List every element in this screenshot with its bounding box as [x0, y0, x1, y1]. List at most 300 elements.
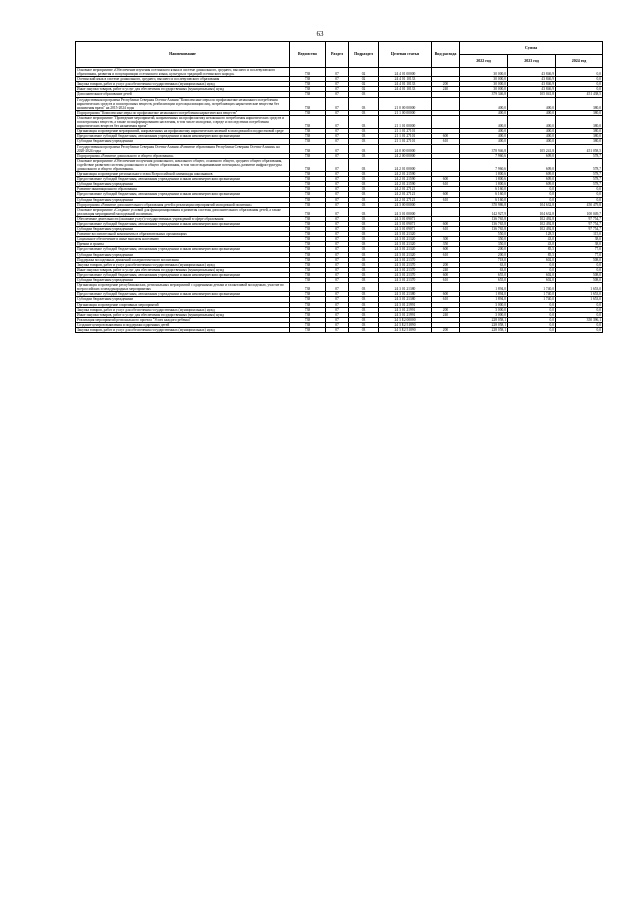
cell-expense-type: 610 [432, 252, 460, 257]
cell-amount-2023: 102 492,8 [508, 227, 556, 232]
cell-amount-2024: 0,0 [556, 307, 603, 312]
cell-name: Субсидии бюджетным учреждениям [76, 227, 290, 232]
cell-expense-type: 600 [432, 222, 460, 227]
cell-target-article: 24 3 E2 00000 [379, 317, 432, 322]
cell-name: Закупка товаров, работ и услуг для обеспечения государственных (муниципальных) нужд [76, 327, 290, 332]
cell-expense-type [432, 207, 460, 216]
cell-amount-2022: 400,0 [460, 139, 508, 144]
header-subsection: Подраздел [349, 42, 379, 68]
cell-name: Закупка товаров, работ и услуг для обеспечения государственных (муниципальных) нужд [76, 82, 290, 87]
cell-amount-2022: 136 765,8 [460, 222, 508, 227]
cell-name: Подпрограмма «Развитие дошкольного и общего образования» [76, 153, 290, 158]
table-row [76, 144, 603, 153]
cell-amount-2024: 380,0 [556, 134, 603, 139]
table-row [76, 97, 603, 110]
cell-amount-2023: 0,0 [508, 327, 556, 332]
cell-target-article: 24 3 01 21380 [379, 292, 432, 297]
cell-name: Субсидии бюджетным учреждениям [76, 252, 290, 257]
cell-name: Осетинский язык в системе дошкольного, среднего, высшего и послевузовского образования [76, 77, 290, 82]
cell-section: 07 [326, 227, 349, 232]
cell-expense-type [432, 97, 460, 110]
cell-section: 07 [326, 87, 349, 92]
cell-amount-2022: 6 160,0 [460, 187, 508, 192]
cell-section: 07 [326, 110, 349, 115]
cell-ministry: 738 [290, 252, 326, 257]
cell-subsection: 03 [349, 110, 379, 115]
cell-amount-2022: 1 894,0 [460, 297, 508, 302]
cell-subsection: 03 [349, 207, 379, 216]
cell-amount-2023: 43 846,9 [508, 82, 556, 87]
table-row [76, 207, 603, 216]
cell-subsection: 03 [349, 115, 379, 128]
cell-name: Создание центров выявления и поддержки одаренных детей [76, 322, 290, 327]
cell-target-article: 24 2 01 21590 [379, 182, 432, 187]
cell-name: Предоставление субсидий бюджетным, автономным учреждениям и иным некоммерческим организациям [76, 222, 290, 227]
cell-amount-2024: 0,0 [556, 302, 603, 307]
cell-amount-2023: 43,0 [508, 237, 556, 242]
cell-target-article: 24 3 01 21370 [379, 262, 432, 267]
header-year-2024: 2024 год [556, 55, 603, 68]
cell-section: 07 [326, 312, 349, 317]
cell-amount-2022: 228 058,1 [460, 322, 508, 327]
cell-amount-2024: 115,0 [556, 232, 603, 237]
cell-amount-2022: 142 927,9 [460, 207, 508, 216]
cell-ministry: 738 [290, 82, 326, 87]
cell-target-article: 24 3 01 21380 [379, 283, 432, 292]
cell-section: 07 [326, 77, 349, 82]
cell-ministry: 738 [290, 77, 326, 82]
cell-ministry: 738 [290, 283, 326, 292]
cell-section: 07 [326, 297, 349, 302]
budget-table [75, 41, 603, 333]
cell-amount-2023: 105 041,8 [508, 92, 556, 97]
cell-amount-2023: 0,0 [508, 262, 556, 267]
cell-name: Предоставление субсидий бюджетным, автономным учреждениям и иным некоммерческим организациям [76, 292, 290, 297]
cell-name: Предоставление субсидий бюджетным, автономным учреждениям и иным некоммерческим организациям [76, 272, 290, 277]
cell-ministry: 738 [290, 92, 326, 97]
cell-amount-2024: 97 754,7 [556, 222, 603, 227]
cell-section: 07 [326, 278, 349, 283]
cell-ministry: 738 [290, 197, 326, 202]
cell-expense-type: 610 [432, 227, 460, 232]
cell-expense-type: 300 [432, 237, 460, 242]
cell-amount-2024: 0,0 [556, 267, 603, 272]
cell-ministry: 738 [290, 257, 326, 262]
cell-ministry: 738 [290, 177, 326, 182]
cell-ministry: 738 [290, 207, 326, 216]
cell-subsection: 03 [349, 242, 379, 247]
cell-amount-2022: 1 894,0 [460, 283, 508, 292]
header-year-2022: 2022 год [460, 55, 508, 68]
cell-amount-2024: 578,7 [556, 172, 603, 177]
cell-subsection: 03 [349, 134, 379, 139]
cell-amount-2022: 30 000,0 [460, 77, 508, 82]
cell-amount-2024: 0,0 [556, 68, 603, 77]
cell-amount-2022: 200,0 [460, 252, 508, 257]
cell-section: 07 [326, 139, 349, 144]
cell-subsection: 03 [349, 252, 379, 257]
cell-subsection: 03 [349, 144, 379, 153]
cell-amount-2023: 0,0 [508, 187, 556, 192]
cell-amount-2023: 0,0 [508, 197, 556, 202]
cell-amount-2022: 718,0 [460, 257, 508, 262]
cell-ministry: 738 [290, 237, 326, 242]
cell-subsection: 03 [349, 302, 379, 307]
cell-subsection: 03 [349, 327, 379, 332]
cell-ministry: 738 [290, 129, 326, 134]
cell-amount-2023: 609,0 [508, 158, 556, 171]
cell-subsection: 02 [349, 82, 379, 87]
cell-amount-2022: 400,0 [460, 134, 508, 139]
cell-amount-2023: 400,0 [508, 139, 556, 144]
cell-amount-2024: 0,0 [556, 87, 603, 92]
cell-amount-2022: 350,0 [460, 237, 508, 242]
cell-amount-2023: 400,0 [508, 134, 556, 139]
cell-expense-type: 600 [432, 247, 460, 252]
cell-expense-type: 600 [432, 272, 460, 277]
cell-section: 07 [326, 68, 349, 77]
cell-subsection: 03 [349, 278, 379, 283]
cell-name: Иные закупки товаров, работ и услуг для обеспечения государственных (муниципальных) нужд [76, 267, 290, 272]
cell-name: Субсидии бюджетным учреждениям [76, 139, 290, 144]
cell-amount-2023: 0,0 [508, 312, 556, 317]
cell-section: 07 [326, 182, 349, 187]
cell-amount-2024: 100 049,7 [556, 207, 603, 216]
cell-amount-2023: 102 492,8 [508, 216, 556, 221]
cell-amount-2024: 1 653,0 [556, 297, 603, 302]
cell-name: Государственная программа Республики Северная Осетия-Алания "Комплексные меры по профилактике незаконного потребления наркотических средств и психотропных веществ, реабилитации и ресоциализации лиц, потребляющих наркотические вещества без назначения врача" на 2015-2024 годы [76, 97, 290, 110]
cell-section: 07 [326, 292, 349, 297]
cell-amount-2022: 350,0 [460, 242, 508, 247]
cell-target-article: 24 3 00 00000 [379, 202, 432, 207]
cell-expense-type: 600 [432, 292, 460, 297]
cell-amount-2023: 0,0 [508, 322, 556, 327]
cell-subsection: 03 [349, 187, 379, 192]
cell-expense-type: 610 [432, 278, 460, 283]
cell-section: 07 [326, 317, 349, 322]
cell-target-article: 24 3 01 21370 [379, 272, 432, 277]
cell-amount-2023: 609,0 [508, 182, 556, 187]
cell-amount-2022: 3 000,0 [460, 302, 508, 307]
cell-subsection: 03 [349, 317, 379, 322]
cell-ministry: 738 [290, 97, 326, 110]
cell-amount-2023: 609,0 [508, 177, 556, 182]
cell-amount-2022: 63,0 [460, 262, 508, 267]
cell-name: Субсидии бюджетным учреждениям [76, 278, 290, 283]
cell-amount-2024: 0,0 [556, 312, 603, 317]
cell-subsection: 03 [349, 272, 379, 277]
cell-section: 07 [326, 192, 349, 197]
cell-section: 07 [326, 216, 349, 221]
cell-name: Организация и проведение регионального этапа Всероссийской олимпиады школьников [76, 172, 290, 177]
cell-ministry: 738 [290, 317, 326, 322]
cell-target-article: 24 3 01 09071 [379, 222, 432, 227]
cell-amount-2023: 85,5 [508, 247, 556, 252]
cell-subsection: 03 [349, 222, 379, 227]
cell-name: Основное мероприятие «Обеспечение получения дошкольного, начального общего, основного общего, среднего общего образования, содействие развитию системы дошкольного и общего образования, в том числе выравнивание потенциала, развитие инфраструктуры дошкольного и общего образования» [76, 158, 290, 171]
cell-subsection: 03 [349, 262, 379, 267]
cell-section: 07 [326, 144, 349, 153]
cell-target-article: 24 0 00 00000 [379, 144, 432, 153]
cell-section: 07 [326, 187, 349, 192]
cell-name: Дополнительное образование детей [76, 92, 290, 97]
cell-amount-2022: 6 160,0 [460, 197, 508, 202]
cell-ministry: 738 [290, 297, 326, 302]
cell-amount-2022: 400,0 [460, 110, 508, 115]
cell-name: Государственная программа Республики Северная Осетия-Алания «Развитие образования Республики Северная Осетия-Алания» на 2020-2024 годы [76, 144, 290, 153]
cell-amount-2024: 77,0 [556, 252, 603, 257]
cell-target-article: 24 3 01 21320 [379, 232, 432, 237]
cell-expense-type: 610 [432, 182, 460, 187]
cell-amount-2023: 43 846,9 [508, 68, 556, 77]
cell-target-article: 24 3 01 21380 [379, 297, 432, 302]
cell-subsection: 03 [349, 92, 379, 97]
cell-target-article: 24 3 E2 51890 [379, 327, 432, 332]
cell-amount-2024: 0,0 [556, 77, 603, 82]
cell-target-article: 24 4 01 10133 [379, 82, 432, 87]
cell-ministry: 738 [290, 172, 326, 177]
cell-name: Иные закупки товаров, работ и услуг для обеспечения государственных (муниципальных) нужд [76, 87, 290, 92]
cell-target-article: 24 2 01 21590 [379, 177, 432, 182]
cell-subsection: 03 [349, 312, 379, 317]
header-amount: Сумма [460, 42, 603, 55]
cell-subsection: 02 [349, 68, 379, 77]
header-expense-type: Вид расхода [432, 42, 460, 68]
cell-ministry: 738 [290, 327, 326, 332]
cell-target-article: 21 1 01 27101 [379, 129, 432, 134]
cell-name: Социальное обеспечение и иные выплаты населению [76, 237, 290, 242]
cell-amount-2022: 136 765,8 [460, 227, 508, 232]
cell-ministry: 738 [290, 216, 326, 221]
cell-expense-type: 610 [432, 139, 460, 144]
cell-subsection: 03 [349, 247, 379, 252]
cell-section: 07 [326, 302, 349, 307]
cell-name: Премии и гранты [76, 242, 290, 247]
cell-ministry: 738 [290, 87, 326, 92]
cell-amount-2024: 0,0 [556, 262, 603, 267]
table-row [76, 115, 603, 128]
cell-amount-2022: 228 058,1 [460, 327, 508, 332]
cell-amount-2024: 451 438,5 [556, 92, 603, 97]
cell-section: 07 [326, 283, 349, 292]
cell-ministry: 738 [290, 267, 326, 272]
cell-section: 07 [326, 158, 349, 171]
cell-subsection: 03 [349, 232, 379, 237]
cell-section: 07 [326, 222, 349, 227]
cell-ministry: 738 [290, 222, 326, 227]
cell-subsection: 03 [349, 172, 379, 177]
cell-amount-2024: 38,0 [556, 237, 603, 242]
cell-section: 07 [326, 115, 349, 128]
cell-ministry: 738 [290, 302, 326, 307]
cell-section: 07 [326, 129, 349, 134]
cell-amount-2024: 1 653,0 [556, 283, 603, 292]
cell-subsection: 03 [349, 139, 379, 144]
cell-target-article: 24 2 01 27121 [379, 192, 432, 197]
cell-subsection: 03 [349, 297, 379, 302]
cell-target-article: 24 3 01 21370 [379, 267, 432, 272]
cell-target-article: 21 1 01 27101 [379, 134, 432, 139]
cell-section: 07 [326, 97, 349, 110]
cell-expense-type: 600 [432, 134, 460, 139]
cell-ministry: 738 [290, 144, 326, 153]
cell-amount-2024: 380,0 [556, 115, 603, 128]
cell-section: 07 [326, 82, 349, 87]
cell-ministry: 738 [290, 68, 326, 77]
cell-target-article: 24 3 01 21991 [379, 307, 432, 312]
cell-amount-2024: 380,0 [556, 129, 603, 134]
cell-amount-2024: 97 754,7 [556, 227, 603, 232]
cell-amount-2022: 63,0 [460, 267, 508, 272]
cell-expense-type [432, 283, 460, 292]
cell-amount-2022: 400,0 [460, 115, 508, 128]
cell-amount-2023: 400,0 [508, 129, 556, 134]
cell-amount-2022: 1 800,6 [460, 177, 508, 182]
table-row [76, 283, 603, 292]
cell-expense-type [432, 144, 460, 153]
page-number: 63 [316, 30, 324, 38]
cell-name: Организация и проведение республиканских, региональных мероприятий с одаренными детьми и талантливой молодежью, участие во всероссийских и международных мероприятиях [76, 283, 290, 292]
cell-amount-2022: 3 000,0 [460, 312, 508, 317]
cell-amount-2023: 0,0 [508, 192, 556, 197]
cell-amount-2024: 0,0 [556, 327, 603, 332]
cell-subsection: 03 [349, 227, 379, 232]
cell-subsection: 03 [349, 237, 379, 242]
cell-amount-2023: 128,5 [508, 232, 556, 237]
cell-expense-type [432, 68, 460, 77]
cell-expense-type: 610 [432, 197, 460, 202]
cell-name: Организация и проведение спортивных мероприятий [76, 302, 290, 307]
header-name: Наименование [76, 42, 290, 68]
cell-name: Закупка товаров, работ и услуг для обеспечения государственных (муниципальных) нужд [76, 262, 290, 267]
cell-name: Подпрограмма «Развитие дополнительного образования детей и реализация мероприятий молодежной политики» [76, 202, 290, 207]
cell-amount-2024: 380,0 [556, 110, 603, 115]
cell-target-article: 24 3 01 21320 [379, 237, 432, 242]
cell-name: Основное мероприятие «Создание условий для функционирования и развития системы дополнительного образования детей, а также реализация мероприятий молодежной политики» [76, 207, 290, 216]
cell-section: 07 [326, 307, 349, 312]
cell-name: Субсидии бюджетным учреждениям [76, 297, 290, 302]
cell-name: Подпрограмма "Комплексные меры по профилактике незаконного потребления наркотических веществ" [76, 110, 290, 115]
cell-amount-2023: 602,0 [508, 257, 556, 262]
cell-amount-2024: 77,0 [556, 247, 603, 252]
cell-section: 07 [326, 237, 349, 242]
cell-subsection: 03 [349, 202, 379, 207]
cell-section: 07 [326, 247, 349, 252]
cell-subsection: 03 [349, 197, 379, 202]
cell-amount-2024: 0,0 [556, 197, 603, 202]
cell-name: Предоставление субсидий бюджетным, автономным учреждениям и иным некоммерческим организациям [76, 247, 290, 252]
cell-section: 07 [326, 207, 349, 216]
cell-amount-2023: 0,0 [508, 317, 556, 322]
cell-target-article: 24 2 01 27121 [379, 197, 432, 202]
cell-name: Развитие воспитательной компоненты в образовательных организациях [76, 232, 290, 237]
cell-ministry: 738 [290, 227, 326, 232]
cell-amount-2022: 400,0 [460, 129, 508, 134]
header-target-article: Целевая статья [379, 42, 432, 68]
cell-subsection: 03 [349, 192, 379, 197]
cell-amount-2022: 1 800,6 [460, 172, 508, 177]
cell-amount-2024: 38,0 [556, 242, 603, 247]
cell-ministry: 738 [290, 202, 326, 207]
cell-amount-2022: 655,0 [460, 272, 508, 277]
cell-subsection: 03 [349, 182, 379, 187]
cell-target-article: 24 3 01 21991 [379, 302, 432, 307]
cell-target-article: 24 2 01 00000 [379, 158, 432, 171]
cell-ministry: 738 [290, 110, 326, 115]
cell-amount-2022: 7 960,6 [460, 153, 508, 158]
cell-amount-2023: 43 846,9 [508, 77, 556, 82]
cell-subsection: 03 [349, 292, 379, 297]
header-section: Раздел [326, 42, 349, 68]
cell-subsection: 03 [349, 283, 379, 292]
cell-ministry: 738 [290, 272, 326, 277]
cell-amount-2023: 400,0 [508, 115, 556, 128]
cell-subsection: 03 [349, 257, 379, 262]
cell-subsection: 03 [349, 177, 379, 182]
cell-expense-type [432, 158, 460, 171]
cell-amount-2022: 550,0 [460, 232, 508, 237]
cell-name: Предоставление субсидий бюджетным, автономным учреждениям и иным некоммерческим организациям [76, 177, 290, 182]
cell-section: 07 [326, 177, 349, 182]
cell-amount-2022: 3 000,0 [460, 307, 508, 312]
cell-ministry: 738 [290, 153, 326, 158]
cell-target-article: 24 3 01 21370 [379, 257, 432, 262]
cell-ministry: 738 [290, 115, 326, 128]
cell-expense-type: 240 [432, 312, 460, 317]
cell-amount-2022: 136 765,8 [460, 216, 508, 221]
cell-amount-2022: 1 894,0 [460, 292, 508, 297]
cell-section: 07 [326, 267, 349, 272]
cell-amount-2023: 102 492,8 [508, 222, 556, 227]
cell-amount-2022: 400,0 [460, 97, 508, 110]
cell-amount-2023: 400,0 [508, 110, 556, 115]
cell-amount-2023: 1 740,0 [508, 283, 556, 292]
cell-amount-2024: 380,0 [556, 97, 603, 110]
cell-amount-2024: 350 396,1 [556, 317, 603, 322]
cell-section: 07 [326, 172, 349, 177]
cell-section: 07 [326, 153, 349, 158]
cell-amount-2023: 609,0 [508, 172, 556, 177]
cell-amount-2022: 30 000,0 [460, 68, 508, 77]
cell-section: 07 [326, 257, 349, 262]
cell-expense-type: 610 [432, 297, 460, 302]
table-row [76, 158, 603, 171]
cell-expense-type: 600 [432, 177, 460, 182]
cell-section: 07 [326, 327, 349, 332]
table-row [76, 68, 603, 77]
cell-target-article: 24 3 01 21370 [379, 278, 432, 283]
cell-expense-type: 600 [432, 192, 460, 197]
cell-section: 07 [326, 197, 349, 202]
cell-ministry: 738 [290, 232, 326, 237]
cell-section: 07 [326, 232, 349, 237]
cell-amount-2022: 200,0 [460, 247, 508, 252]
cell-target-article: 24 3 01 09071 [379, 216, 432, 221]
cell-amount-2024: 508,0 [556, 278, 603, 283]
cell-amount-2023: 0,0 [508, 267, 556, 272]
cell-amount-2024: 578,7 [556, 153, 603, 158]
cell-ministry: 738 [290, 134, 326, 139]
cell-target-article: 24 3 01 00000 [379, 207, 432, 216]
cell-amount-2022: 379 346,8 [460, 92, 508, 97]
cell-amount-2023: 1 740,0 [508, 297, 556, 302]
cell-amount-2023: 104 632,8 [508, 207, 556, 216]
cell-subsection: 03 [349, 322, 379, 327]
cell-expense-type: 200 [432, 262, 460, 267]
cell-section: 07 [326, 92, 349, 97]
cell-expense-type: 200 [432, 307, 460, 312]
cell-target-article: 24 3 01 21320 [379, 247, 432, 252]
